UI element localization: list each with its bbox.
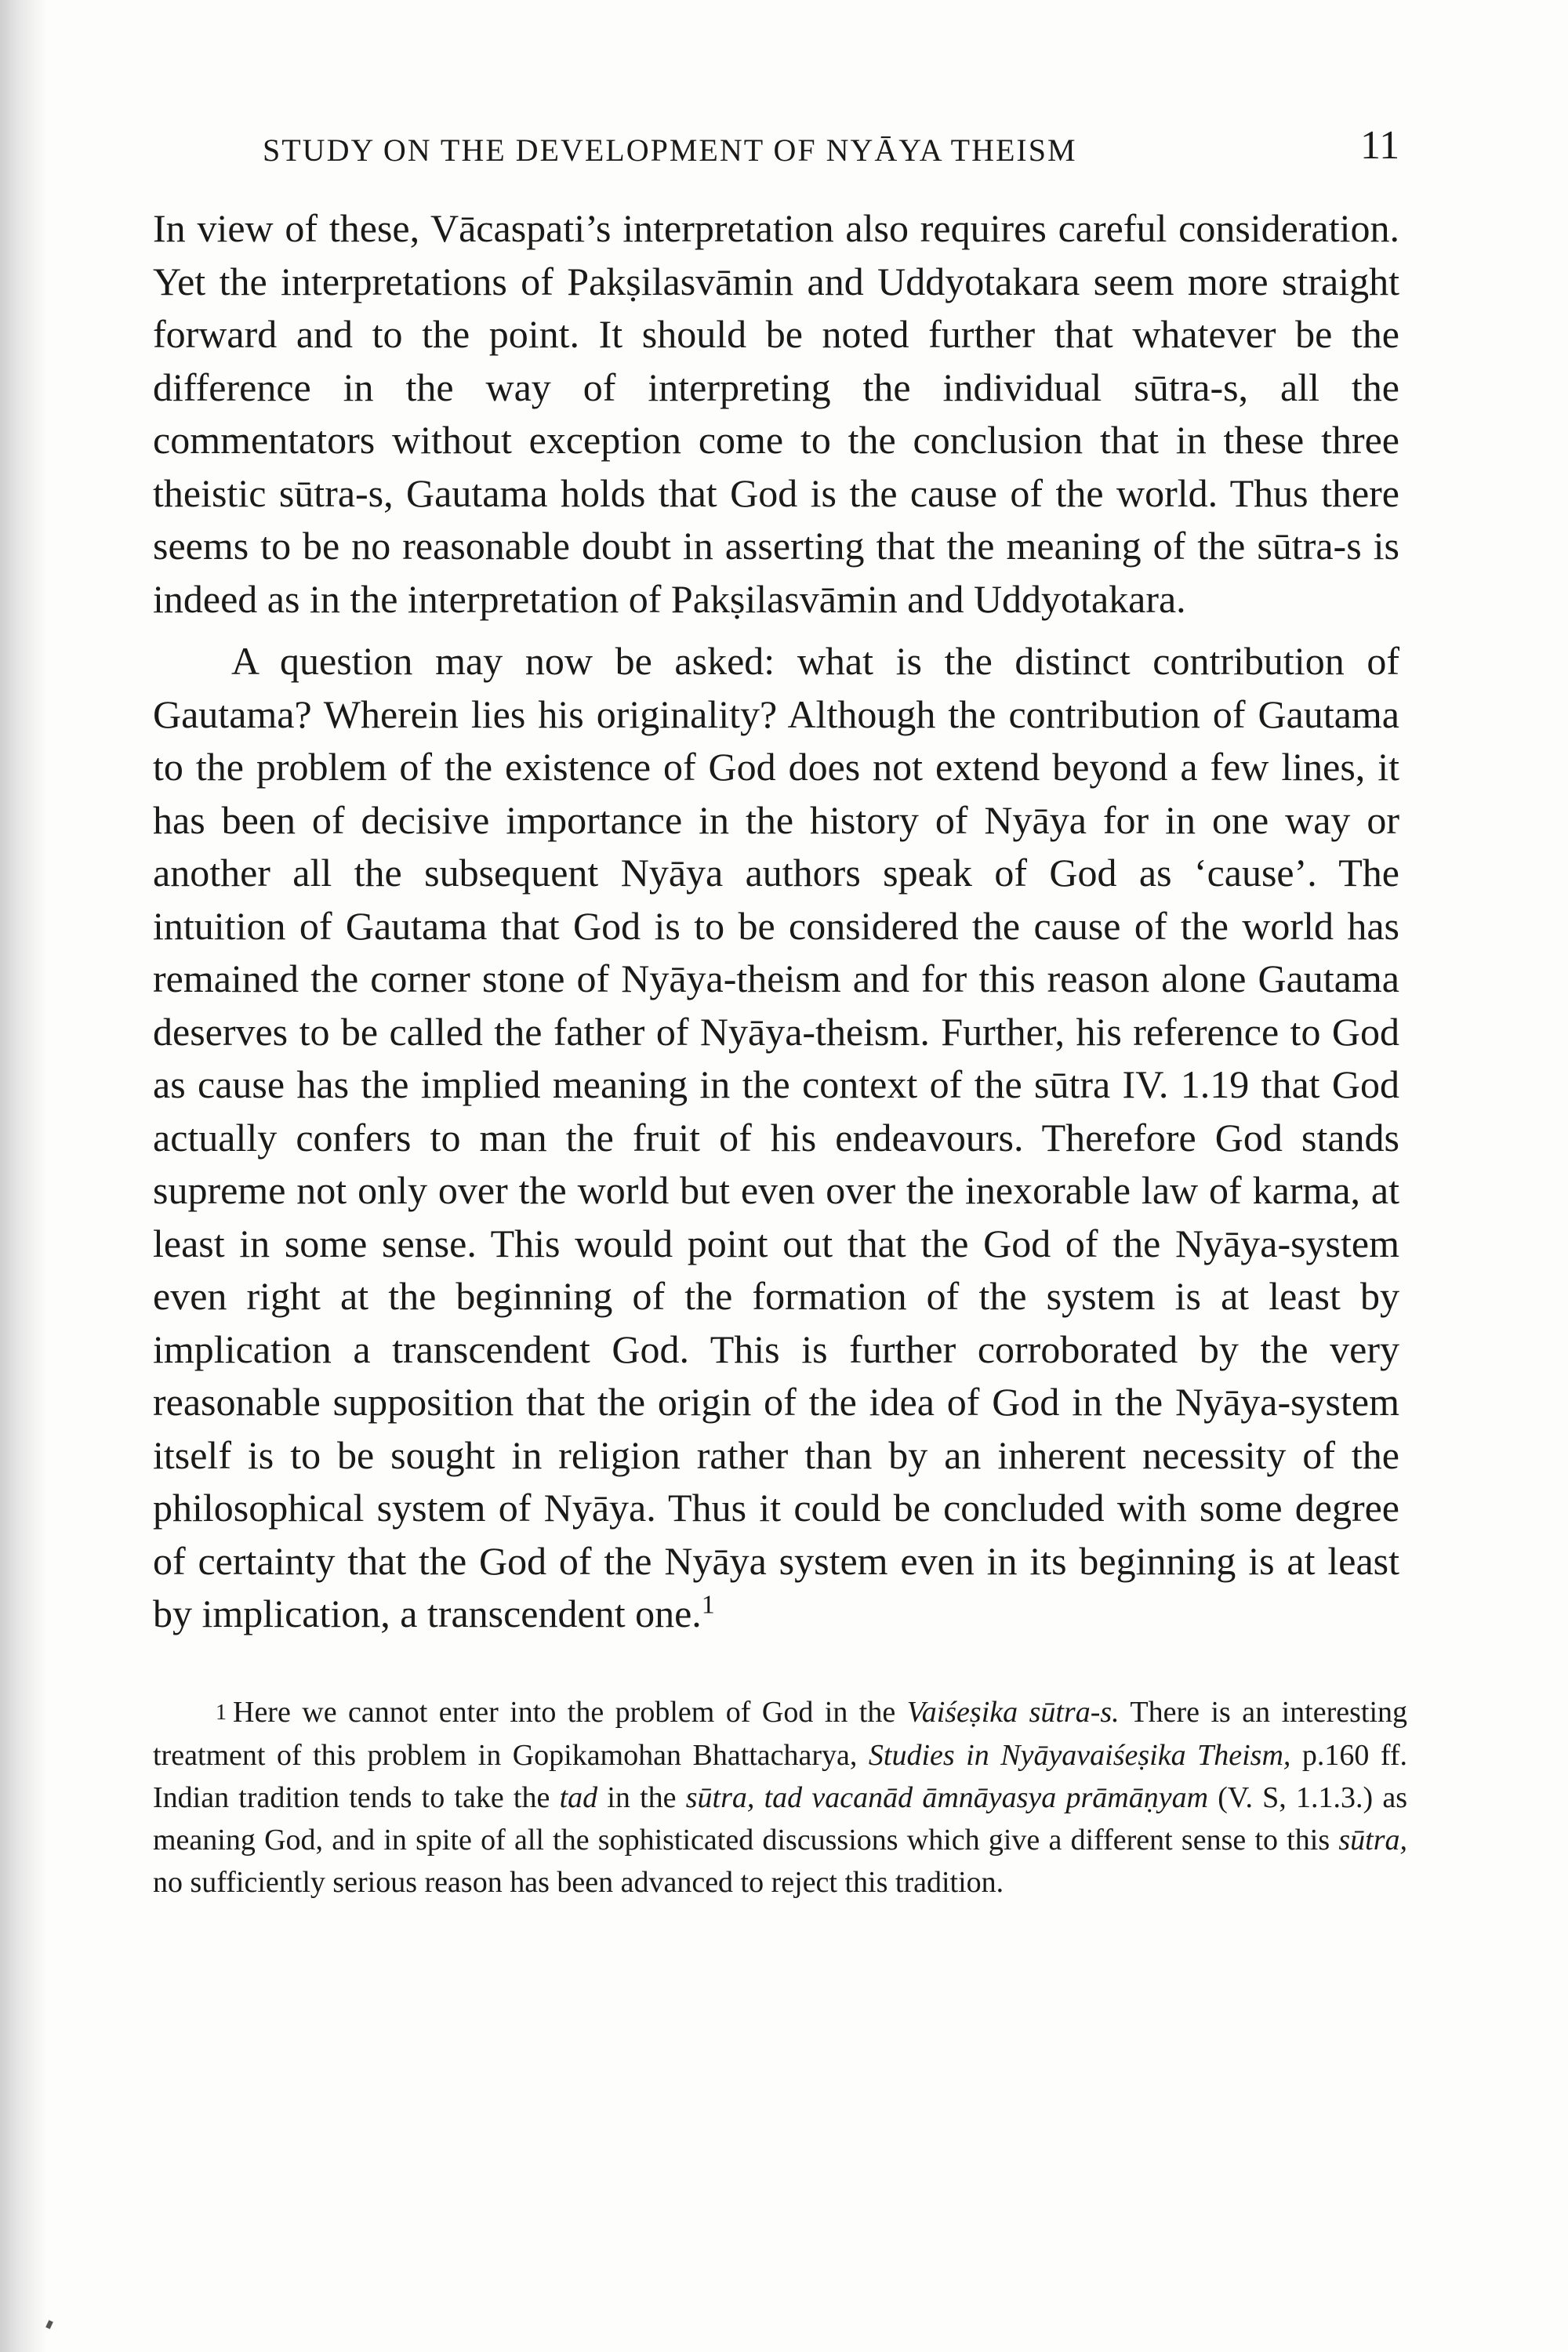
footnote-italic-2: Studies in Nyāyavaiśeṣika Theism, [868,1738,1291,1772]
footnote-marker: 1 [216,1700,227,1725]
footnote-italic-5: sūtra, [1338,1823,1407,1857]
book-page [153,118,1407,1904]
footnote-italic-3: tad [559,1780,598,1814]
scan-shadow-edge [0,0,47,2352]
footnote-text-4: in the [597,1780,686,1814]
footnote-text-3: p.160 ff. Indian tradition tends to take the [153,1738,1407,1814]
paragraph-2-text: A question may now be asked: what is the distinct contribution of Gautama? Wherein lies his originality? Although the contribution of Gautama to the problem of the existence of God does not extend beyond a few lines, it has been of decisive importance in the history of Nyāya for in one way or another all the subsequent Nyāya authors speak of God as ‘cause’. The intuition of Gautama that God is to be considered the cause of the world has remained the corner stone of Nyāya-theism and for this reason alone Gautama deserves to be called the father of Nyāya-theism. Further, his reference to God as cause has the implied meaning in the context of the sūtra IV. 1.19 that God actually confers to man the fruit of his endeavours. Therefore God stands supreme not only over the world but even over the inexorable law of karma, at least in some sense. This would point out that the God of the Nyāya-system even right at the beginning of the formation of the system is at least by implication a transcendent God. This is further corroborated by the very reasonable supposition that the origin of the idea of God in the Nyāya-system itself is to be sought in religion rather than by an inherent necessity of the philosophical system of Nyāya. Thus it could be concluded with some degree of certainty that the God of the Nyāya system even in its beginning is at least by implication, a transcendent one. [153,639,1399,1635]
paragraph-1: In view of these, Vācaspati’s interpretation also requires careful consideration. Yet the interpretations of Pakṣilasvāmin and Uddyotakara seem more straight forward and to the point. It should be noted further that whatever be the difference in the way of interpreting the individual sūtra-s, all the commentators without exception come to the conclusion that in these three theistic sūtra-s, Gautama holds that God is the cause of the world. Thus there seems to be no reasonable doubt in asserting that the meaning of the sūtra-s is indeed as in the interpretation of Pakṣilasvāmin and Uddyotakara. [153,206,1399,621]
footnote-text-1: Here we cannot enter into the problem of God in the [233,1695,907,1729]
footnote-italic-1: Vaiśeṣika sūtra-s. [906,1695,1120,1729]
footnote [153,1691,1407,1904]
footnote-text-2: There is an interesting treatment of this problem in Gopikamohan Bhattacharya, [153,1695,1408,1772]
running-head [153,118,1407,180]
page-number: 11 [1360,123,1400,168]
footnote-italic-4: sūtra, tad vacanād āmnāyasya prāmāṇyam [685,1780,1209,1814]
footnote-text-6: no sufficiently serious reason has been advanced to reject this tradition. [153,1865,1004,1899]
body-text [153,202,1399,1641]
running-title: STUDY ON THE DEVELOPMENT OF NYĀYA THEISM [263,132,1077,168]
footnote-reference: 1 [701,1590,715,1620]
paragraph-2 [153,635,1399,1641]
footnote-text-5: (V. S, 1.1.3.) as meaning God, and in spite of all the sophisticated discussions which give a different sense to this [153,1780,1408,1857]
